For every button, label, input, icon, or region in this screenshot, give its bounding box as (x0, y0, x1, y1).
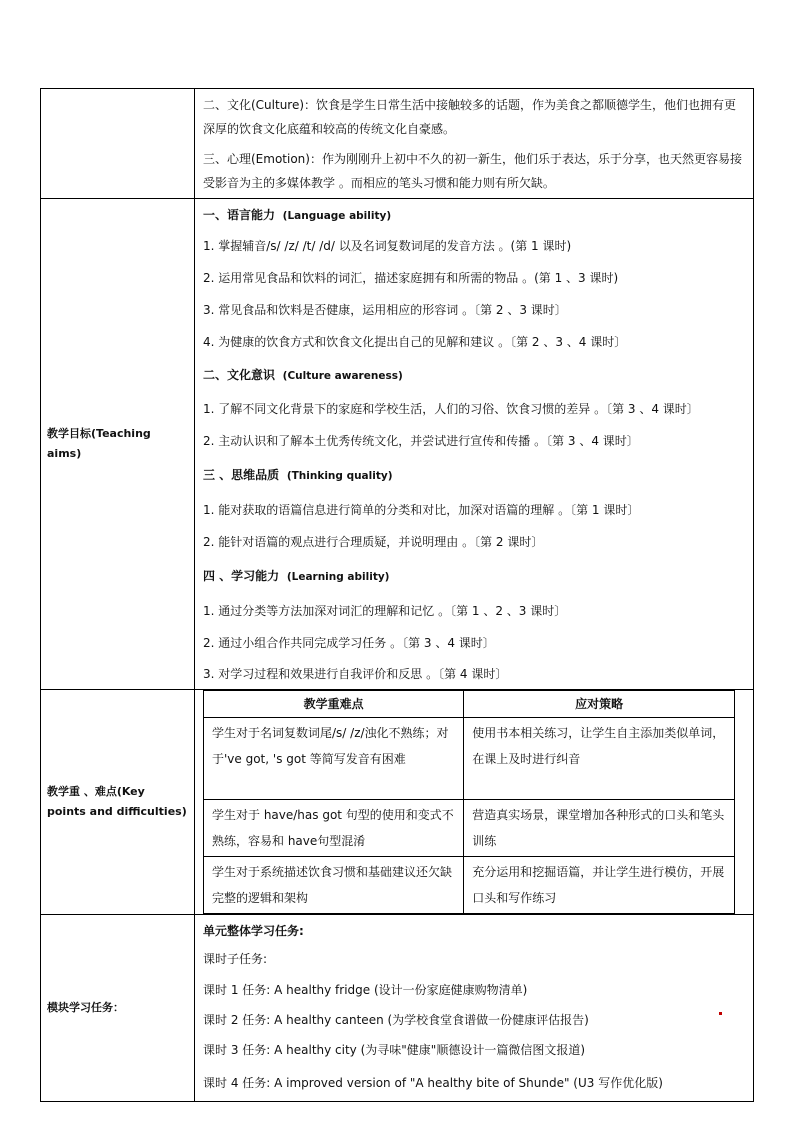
lesson-subtask-title: 课时子任务: (203, 952, 268, 966)
lesson-task-item: 课时 3 任务: A healthy city (为寻味"健康"顺德设计一篇微信图文报道) (203, 1043, 586, 1057)
empty-label-cell (41, 89, 195, 199)
aims-item: 1. 通过分类等方法加深对词汇的理解和记忆 。〔第 1 、2 、3 课时〕 (203, 604, 567, 618)
difficulty-cell: 学生对于系统描述饮食习惯和基础建议还欠缺完整的逻辑和架构 (204, 857, 464, 914)
teaching-aims-content (195, 199, 754, 690)
strategy-cell: 充分运用和挖掘语篇，并让学生进行模仿，开展口头和写作练习 (464, 857, 735, 914)
strategy-cell: 使用书本相关练习，让学生自主添加类似单词，在课上及时进行纠音 (464, 718, 735, 800)
aims-section-heading: 三 、思维品质 (Thinking quality) (203, 468, 393, 482)
learner-analysis-row (41, 89, 754, 199)
aims-item: 2. 运用常见食品和饮料的词汇，描述家庭拥有和所需的物品 。(第 1 、3 课时) (203, 271, 619, 285)
difficulty-cell: 学生对于 have/has got 句型的使用和变式不熟练，容易和 have句型混淆 (204, 800, 464, 857)
aims-section-heading: 一、语言能力 (Language ability) (203, 208, 392, 222)
difficulties-row (41, 690, 754, 915)
col-header-difficulty: 教学重难点 (204, 691, 464, 718)
aims-item: 1. 了解不同文化背景下的家庭和学校生活，人们的习俗、饮食习惯的差异 。〔第 3 、4 课时〕 (203, 402, 699, 416)
culture-paragraph: 二、文化(Culture)：饮食是学生日常生活中接触较多的话题，作为美食之都顺德学生，他们也拥有更深厚的饮食文化底蕴和较高的传统文化自豪感。 (203, 98, 737, 136)
col-header-strategy: 应对策略 (464, 691, 735, 718)
aims-item: 2. 能针对语篇的观点进行合理质疑，并说明理由 。〔第 2 课时〕 (203, 535, 544, 549)
difficulty-cell: 学生对于名词复数词尾/s/ /z/浊化不熟练；对于've got, 's got 等简写发音有困难 (204, 718, 464, 800)
aims-item: 3. 对学习过程和效果进行自我评价和反思 。〔第 4 课时〕 (203, 667, 508, 681)
aims-section-heading: 四 、学习能力 (Learning ability) (203, 569, 390, 583)
difficulties-content (195, 690, 754, 915)
red-dot-mark (719, 1012, 722, 1015)
module-tasks-label: 模块学习任务： (41, 915, 195, 1102)
module-tasks-content (195, 915, 754, 1102)
lesson-task-item: 课时 4 任务: A improved version of "A healthy bite of Shunde" (U3 写作优化版) (203, 1076, 663, 1090)
aims-item: 1. 掌握辅音/s/ /z/ /t/ /d/ 以及名词复数词尾的发音方法 。(第 1 课时) (203, 239, 572, 253)
lesson-task-item: 课时 2 任务: A healthy canteen (为学校食堂食谱做一份健康评估报告) (203, 1013, 589, 1027)
difficulties-table (203, 690, 735, 914)
teaching-aims-label: 教学目标(Teaching aims) (41, 199, 195, 690)
table-row (204, 718, 735, 800)
table-row (204, 800, 735, 857)
teaching-aims-row (41, 199, 754, 690)
aims-item: 2. 主动认识和了解本土优秀传统文化，并尝试进行宣传和传播 。〔第 3 、4 课时〕 (203, 434, 639, 448)
lesson-task-item: 课时 1 任务: A healthy fridge (设计一份家庭健康购物清单) (203, 983, 528, 997)
aims-item: 4. 为健康的饮食方式和饮食文化提出自己的见解和建议 。〔第 2 、3 、4 课时〕 (203, 335, 627, 349)
difficulties-label: 教学重 、难点(Key points and difficulties) (41, 690, 195, 915)
table-row (204, 857, 735, 914)
aims-item: 3. 常见食品和饮料是否健康，运用相应的形容词 。〔第 2 、3 课时〕 (203, 303, 567, 317)
module-tasks-row (41, 915, 754, 1102)
aims-item: 2. 通过小组合作共同完成学习任务 。〔第 3 、4 课时〕 (203, 636, 495, 650)
unit-task-title: 单元整体学习任务: (203, 924, 304, 938)
aims-section-heading: 二、文化意识 (Culture awareness) (203, 368, 403, 382)
lesson-plan-table (40, 88, 754, 1102)
emotion-paragraph: 三、心理(Emotion)：作为刚刚升上初中不久的初一新生，他们乐于表达，乐于分享，也天然更容易接受影音为主的多媒体教学 。而相应的笔头习惯和能力则有所欠缺。 (203, 152, 742, 190)
difficulties-table-header (204, 691, 735, 718)
learner-analysis-content (195, 89, 754, 199)
strategy-cell: 营造真实场景，课堂增加各种形式的口头和笔头训练 (464, 800, 735, 857)
aims-item: 1. 能对获取的语篇信息进行简单的分类和对比，加深对语篇的理解 。〔第 1 课时〕 (203, 503, 640, 517)
